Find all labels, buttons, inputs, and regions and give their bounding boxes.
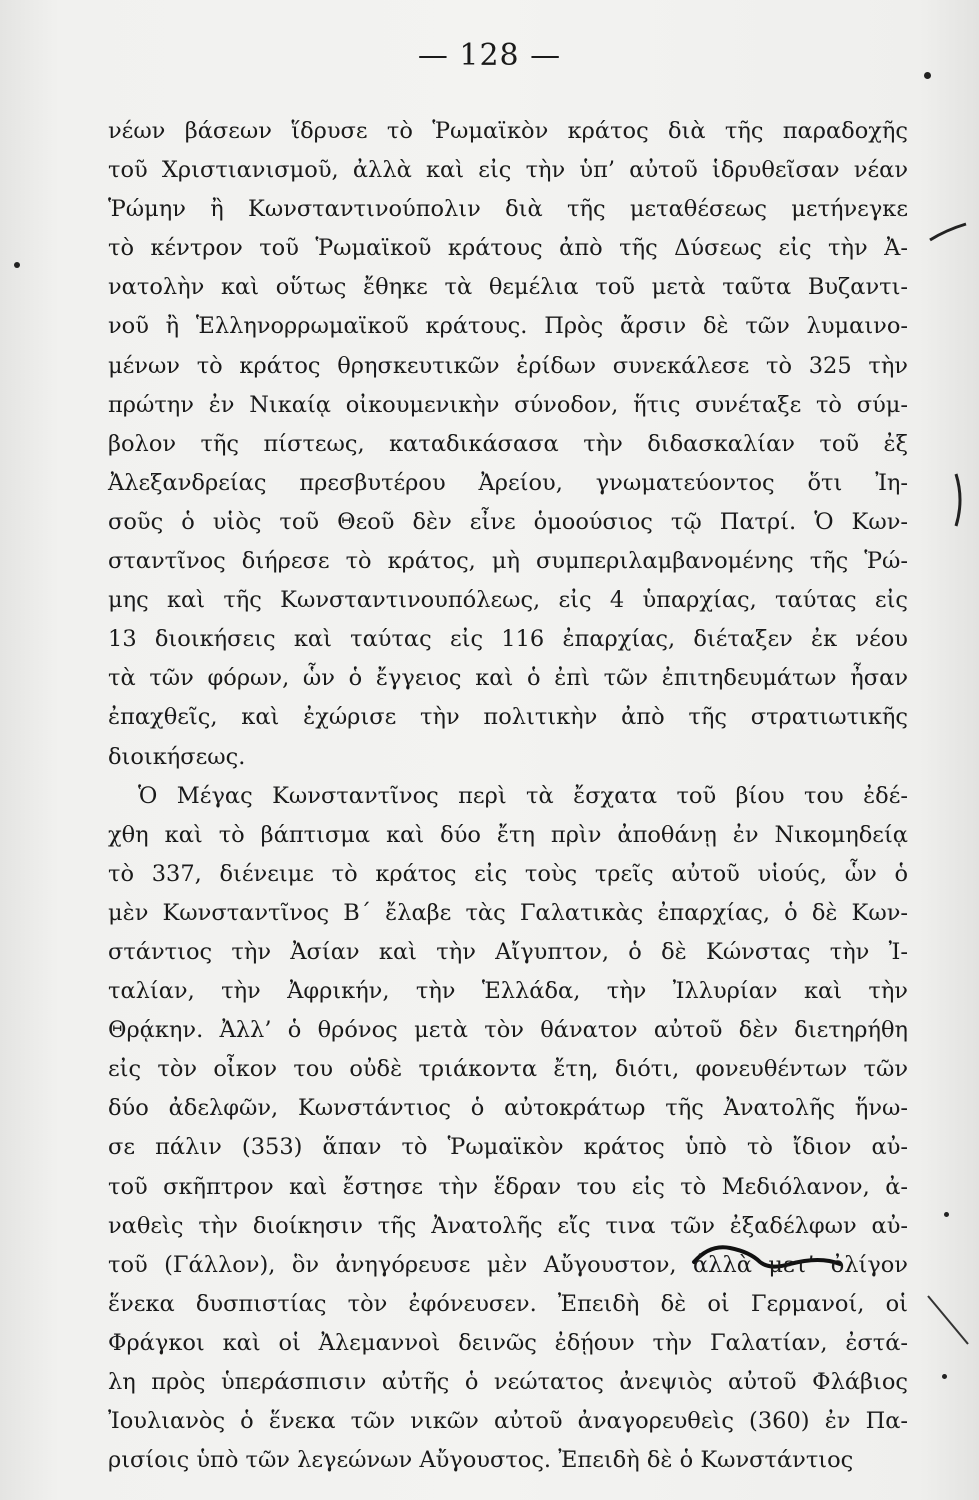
text-line: σταντῖνος διήρεσε τὸ κράτος, μὴ συμπεριλαμβανομένης τῆς Ῥώ-: [108, 548, 908, 575]
text-line: ρισίοις ὑπὸ τῶν λεγεώνων Αὔγουστος. Ἐπειδὴ δὲ ὁ Κωνστάντιος: [108, 1447, 854, 1474]
ink-dot-top-right: [924, 72, 931, 79]
text-line: τὰ τῶν φόρων, ὧν ὁ ἔγγειος καὶ ὁ ἐπὶ τῶν ἐπιτηδευμάτων ἦσαν: [108, 665, 908, 692]
text-line: νατολὴν καὶ οὕτως ἔθηκε τὰ θεμέλια τοῦ μετὰ ταῦτα Βυζαντι-: [108, 274, 908, 301]
text-line: εἰς τὸν οἶκον του οὐδὲ τριάκοντα ἔτη, διότι, φονευθέντων τῶν: [108, 1056, 908, 1083]
text-line: τοῦ (Γάλλον), ὃν ἀνηγόρευσε μὲν Αὔγουστον, ἀλλὰ μετ’ ὀλίγον: [108, 1251, 908, 1278]
text-line: ναθεὶς τὴν διοίκησιν τῆς Ἀνατολῆς εἴς τινα τῶν ἐξαδέλφων αὐ-: [108, 1212, 908, 1239]
text-line: τὸ κέντρον τοῦ Ῥωμαϊκοῦ κράτους ἀπὸ τῆς Δύσεως εἰς τὴν Ἀ-: [108, 235, 908, 262]
text-line: τοῦ σκῆπτρον καὶ ἔστησε τὴν ἕδραν του εἰς τὸ Μεδιόλανον, ἀ-: [108, 1173, 908, 1200]
page-number: — 128 —: [417, 38, 562, 73]
text-line: μὲν Κωνσταντῖνος Β΄ ἔλαβε τὰς Γαλατικὰς ἐπαρχίας, ὁ δὲ Κων-: [108, 899, 908, 926]
text-line: ἐπαχθεῖς, καὶ ἐχώρισε τὴν πολιτικὴν ἀπὸ τῆς στρατιωτικῆς: [108, 704, 908, 731]
text-line: Ὁ Μέγας Κωνσταντῖνος περὶ τὰ ἔσχατα τοῦ βίου του ἐδέ-: [138, 782, 908, 809]
text-line: ταλίαν, τὴν Ἀφρικήν, τὴν Ἑλλάδα, τὴν Ἰλλυρίαν καὶ τὴν: [108, 978, 908, 1005]
margin-mark-upper-right: [928, 218, 968, 248]
text-line: τοῦ Χριστιανισμοῦ, ἀλλὰ καὶ εἰς τὴν ὑπ’ αὐτοῦ ἱδρυθεῖσαν νέαν: [108, 157, 908, 184]
ink-dot-bottom-right: [942, 1374, 947, 1379]
text-line: μης καὶ τῆς Κωνσταντινουπόλεως, εἰς 4 ὑπαρχίας, ταύτας εἰς: [108, 587, 908, 614]
body-text: [108, 112, 908, 1480]
text-line: νοῦ ἢ Ἑλληνορρωμαϊκοῦ κράτους. Πρὸς ἄρσιν δὲ τῶν λυμαινο-: [108, 313, 908, 340]
text-line: στάντιος τὴν Ἀσίαν καὶ τὴν Αἴγυπτον, ὁ δὲ Κώνστας τὴν Ἰ-: [108, 938, 908, 965]
text-line: σοῦς ὁ υἱὸς τοῦ Θεοῦ δὲν εἶνε ὁμοούσιος τῷ Πατρί. Ὁ Κων-: [108, 508, 908, 535]
margin-mark-lower-right: [924, 1290, 974, 1350]
text-line: 13 διοικήσεις καὶ ταύτας εἰς 116 ἐπαρχίας, διέταξεν ἐκ νέου: [108, 626, 908, 653]
text-line: μένων τὸ κράτος θρησκευτικῶν ἐρίδων συνεκάλεσε τὸ 325 τὴν: [108, 352, 908, 379]
text-line: ἕνεκα δυσπιστίας τὸν ἐφόνευσεν. Ἐπειδὴ δὲ οἱ Γερμανοί, οἱ: [108, 1290, 908, 1317]
text-line: πρώτην ἐν Νικαίᾳ οἰκουμενικὴν σύνοδον, ἥτις συνέταξε τὸ σύμ-: [108, 391, 908, 418]
text-line: σε πάλιν (353) ἅπαν τὸ Ῥωμαϊκὸν κράτος ὑπὸ τὸ ἴδιον αὐ-: [108, 1134, 908, 1161]
text-line: Φράγκοι καὶ οἱ Ἀλεμαννοὶ δεινῶς ἐδῄουν τὴν Γαλατίαν, ἐστά-: [108, 1329, 908, 1356]
text-line: λη πρὸς ὑπεράσπισιν αὐτῆς ὁ νεώτατος ἀνεψιὸς αὐτοῦ Φλάβιος: [108, 1369, 908, 1395]
text-line: τὸ 337, διένειμε τὸ κράτος εἰς τοὺς τρεῖς αὐτοῦ υἱούς, ὧν ὁ: [108, 860, 908, 887]
text-line: νέων βάσεων ἵδρυσε τὸ Ῥωμαϊκὸν κράτος διὰ τῆς παραδοχῆς: [108, 118, 908, 144]
text-line: βολον τῆς πίστεως, καταδικάσασα τὴν διδασκαλίαν τοῦ ἐξ: [108, 430, 908, 457]
text-line: χθη καὶ τὸ βάπτισμα καὶ δύο ἔτη πρὶν ἀποθάνῃ ἐν Νικομηδείᾳ: [108, 821, 908, 848]
text-line: Ἰουλιανὸς ὁ ἕνεκα τῶν νικῶν αὐτοῦ ἀναγορευθεὶς (360) ἐν Πα-: [108, 1408, 908, 1435]
text-line: διοικήσεως.: [108, 743, 246, 770]
margin-bracket-right: [950, 470, 970, 530]
text-line: Θρᾴκην. Ἀλλ’ ὁ θρόνος μετὰ τὸν θάνατον αὐτοῦ δὲν διετηρήθη: [108, 1017, 908, 1044]
ink-dot-left-margin: [14, 262, 20, 268]
text-line: Ἀλεξανδρείας πρεσβυτέρου Ἀρείου, γνωματεύοντος ὅτι Ἰη-: [108, 469, 908, 496]
text-line: Ῥώμην ἢ Κωνσταντινούπολιν διὰ τῆς μεταθέσεως μετήνεγκε: [108, 196, 908, 223]
text-line: δύο ἀδελφῶν, Κωνστάντιος ὁ αὐτοκράτωρ τῆς Ἀνατολῆς ἥνω-: [108, 1095, 908, 1122]
ink-dot-right-margin: [944, 1212, 949, 1217]
